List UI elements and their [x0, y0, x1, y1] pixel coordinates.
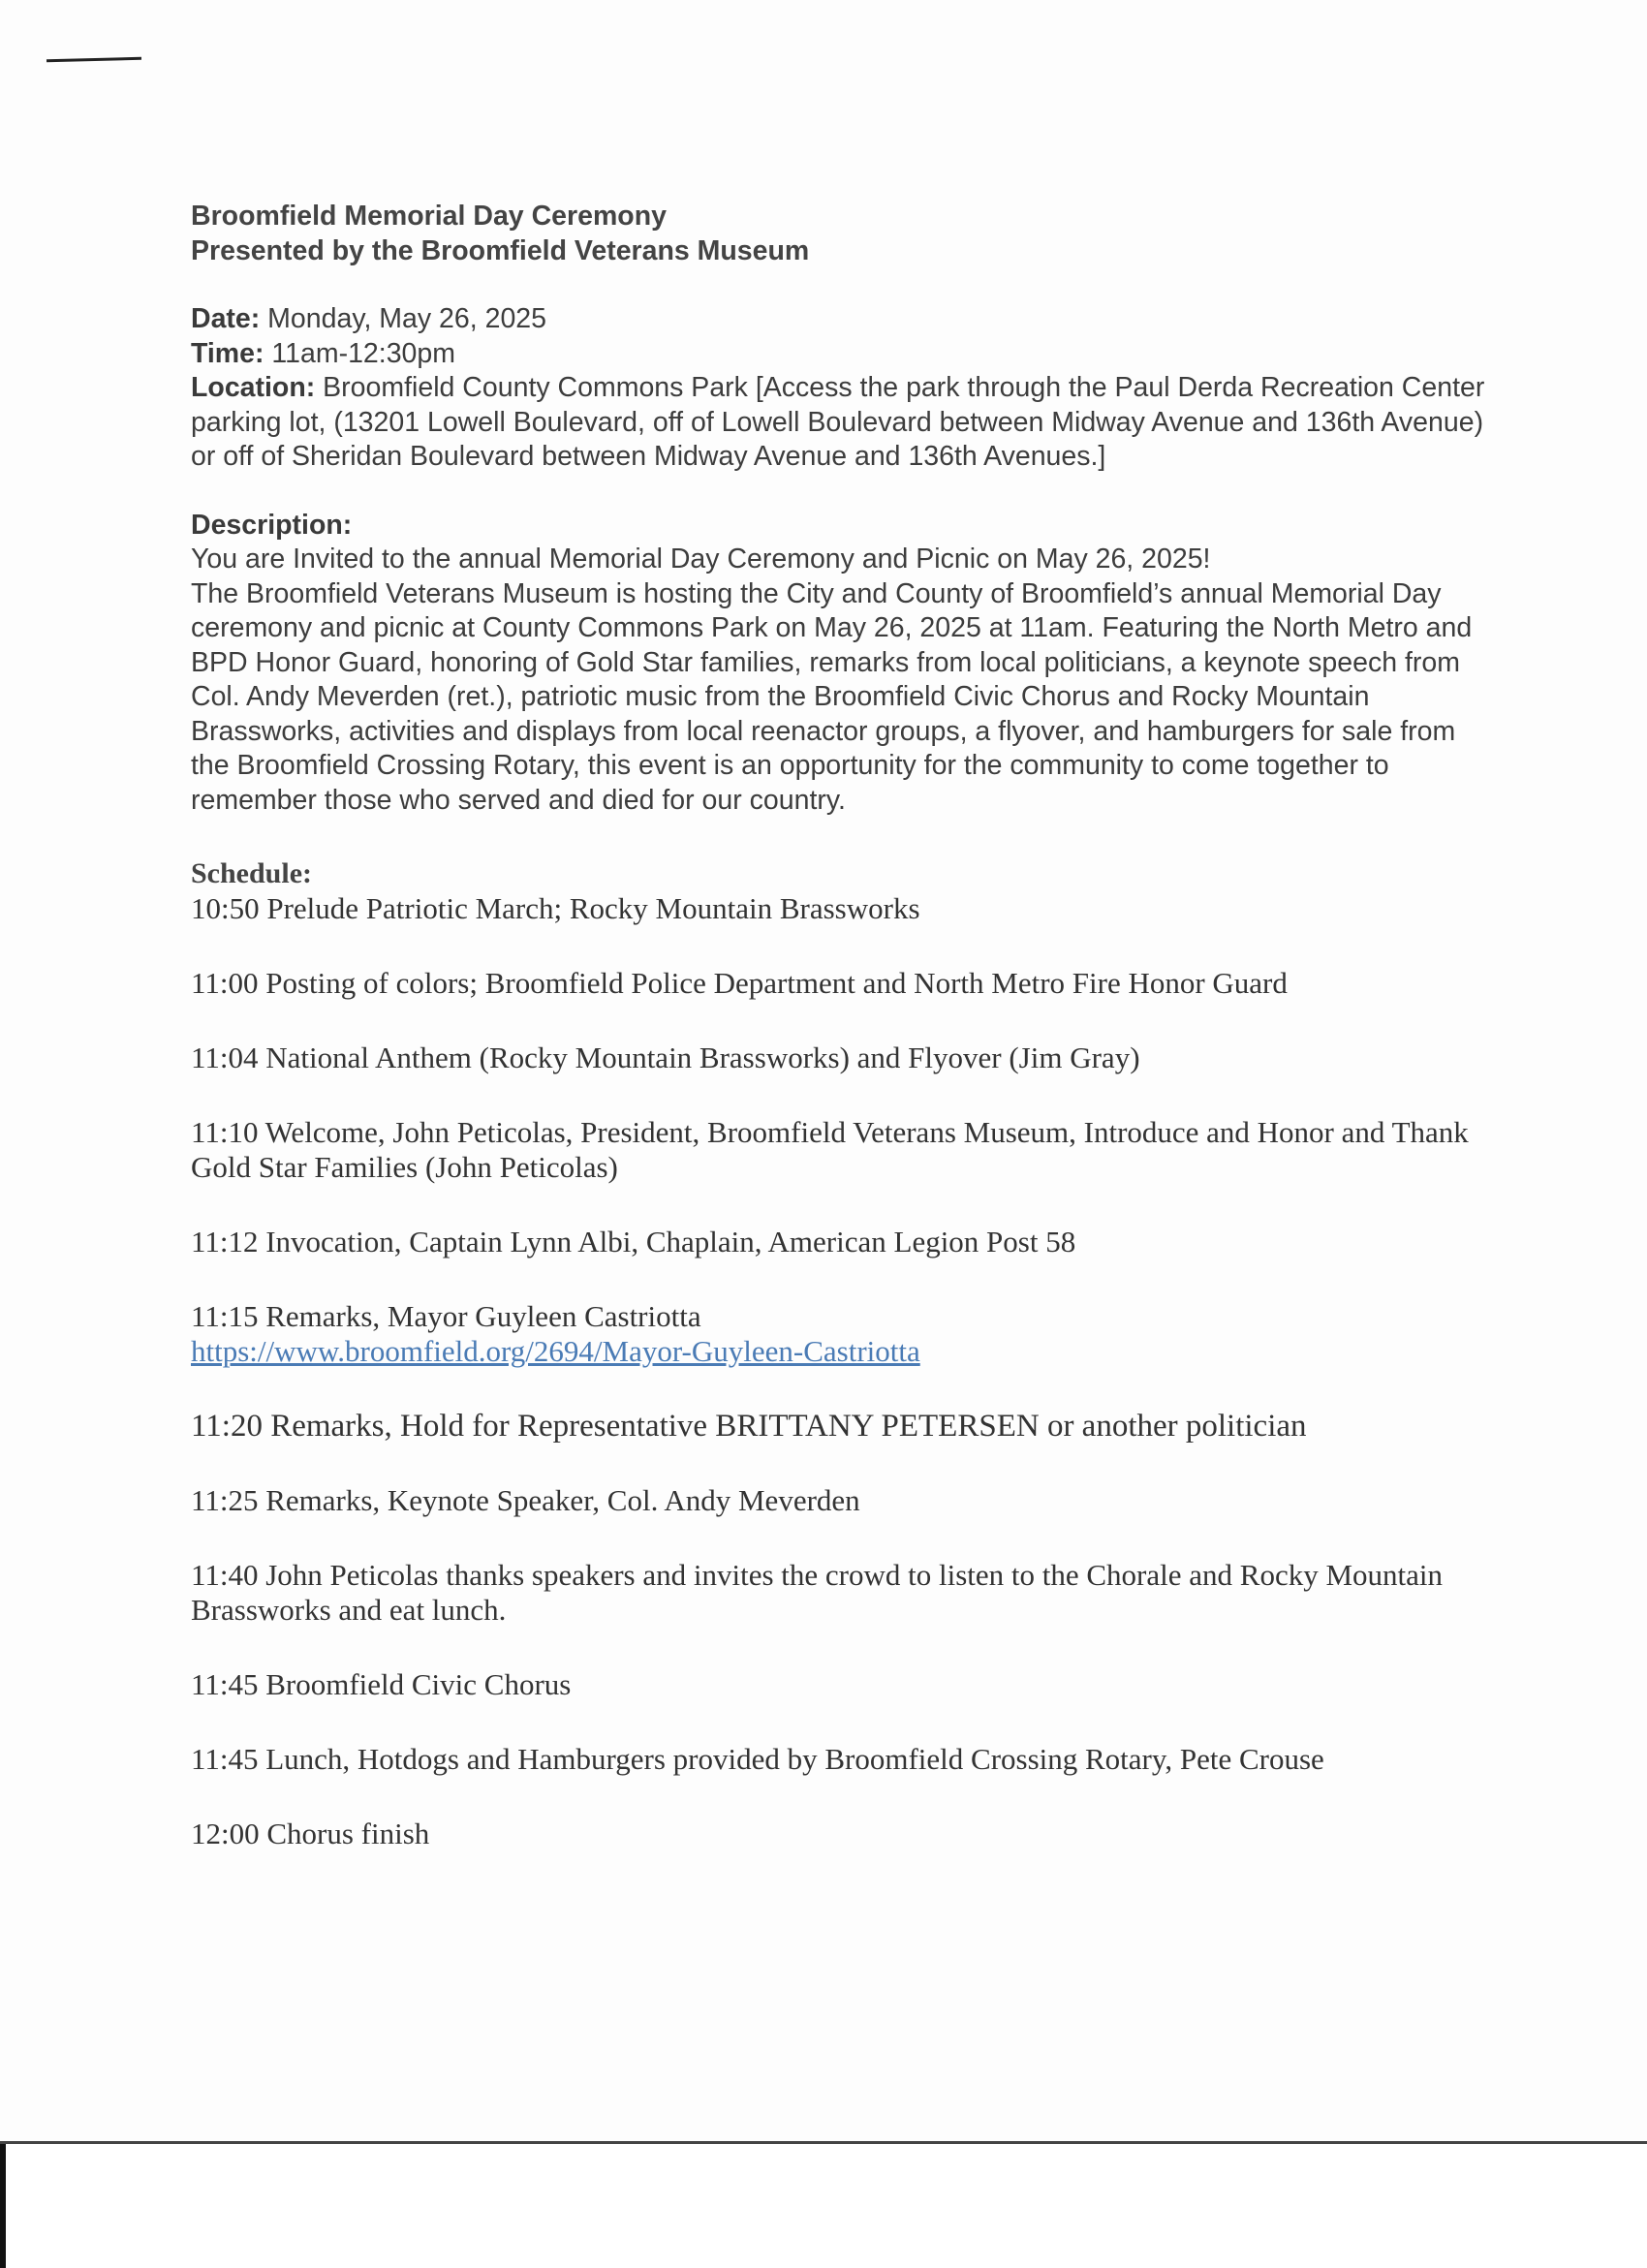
schedule-item: 11:45 Lunch, Hotdogs and Hamburgers provided by Broomfield Crossing Rotary, Pete Crouse [191, 1742, 1324, 1776]
time-label: Time: [191, 337, 264, 369]
schedule-item: 11:40 John Peticolas thanks speakers and invites the crowd to listen to the Chorale and Rocky Mountain Brassworks and eat lunch. [191, 1558, 1444, 1627]
schedule-item: 11:00 Posting of colors; Broomfield Police Department and North Metro Fire Honor Guard [191, 966, 1288, 1000]
schedule-item: 11:04 National Anthem (Rocky Mountain Brassworks) and Flyover (Jim Gray) [191, 1041, 1140, 1074]
description-heading [191, 509, 1489, 544]
mayor-page-link[interactable]: https://www.broomfield.org/2694/Mayor-Guyleen-Castriotta [191, 1334, 920, 1368]
scanner-bottom-edge [0, 2141, 1647, 2268]
description-label: Description: [191, 509, 353, 541]
schedule-item-mayor [191, 1299, 1489, 1369]
schedule-item: 11:20 Remarks, Hold for Representative BRITTANY PETERSEN or another politician [191, 1409, 1307, 1444]
description-body: The Broomfield Veterans Museum is hosting the City and County of Broomfield’s annual Memorial Day ceremony and picnic at County Commons Park on May 26, 2025 at 11am. Featuring the North Metro and BPD Honor Guard, honoring of Gold Star families, remarks from local politicians, a keynote speech from Col. Andy Meverden (ret.), patriotic music from the Broomfield Civic Chorus and Rocky Mountain Brassworks, activities and displays from local reenactor groups, a flyover, and hamburgers for sale from the Broomfield Crossing Rotary, this event is an opportunity for the community to come together to remember those who served and died for our country. [191, 577, 1473, 816]
date-value: Monday, May 26, 2025 [260, 303, 546, 334]
event-date [191, 302, 1489, 337]
event-location [191, 371, 1489, 475]
description-invite-line: You are Invited to the annual Memorial Day Ceremony and Picnic on May 26, 2025! [191, 544, 1211, 575]
document-title: Broomfield Memorial Day Ceremony [191, 201, 667, 232]
time-value: 11am-12:30pm [264, 337, 455, 369]
schedule-item-text: 11:15 Remarks, Mayor Guyleen Castriotta [191, 1299, 701, 1333]
schedule-item: 10:50 Prelude Patriotic March; Rocky Mountain Brassworks [191, 891, 920, 925]
document-body [191, 199, 1489, 1891]
document-subtitle: Presented by the Broomfield Veterans Museum [191, 235, 810, 266]
schedule-item: 12:00 Chorus finish [191, 1817, 430, 1850]
schedule-item: 11:10 Welcome, John Peticolas, President, Broomfield Veterans Museum, Introduce and Honor and Thank Gold Star Families (John Peticolas) [191, 1115, 1469, 1184]
date-label: Date: [191, 303, 261, 334]
schedule-heading: Schedule: [191, 857, 313, 889]
schedule-item: 11:45 Broomfield Civic Chorus [191, 1667, 572, 1701]
location-value: Broomfield County Commons Park [Access the park through the Paul Derda Recreation Center parking lot, (13201 Lowell Boulevard, off of Lowell Boulevard between Midway Avenue and 136th Avenue) or off of Sheridan Boulevard between Midway Avenue and 136th Avenues.] [191, 372, 1485, 472]
event-time [191, 337, 1489, 372]
location-label: Location: [191, 372, 316, 403]
schedule-item: 11:12 Invocation, Captain Lynn Albi, Chaplain, American Legion Post 58 [191, 1225, 1076, 1258]
scan-pen-mark [47, 57, 141, 63]
schedule-item: 11:25 Remarks, Keynote Speaker, Col. Andy Meverden [191, 1483, 860, 1517]
